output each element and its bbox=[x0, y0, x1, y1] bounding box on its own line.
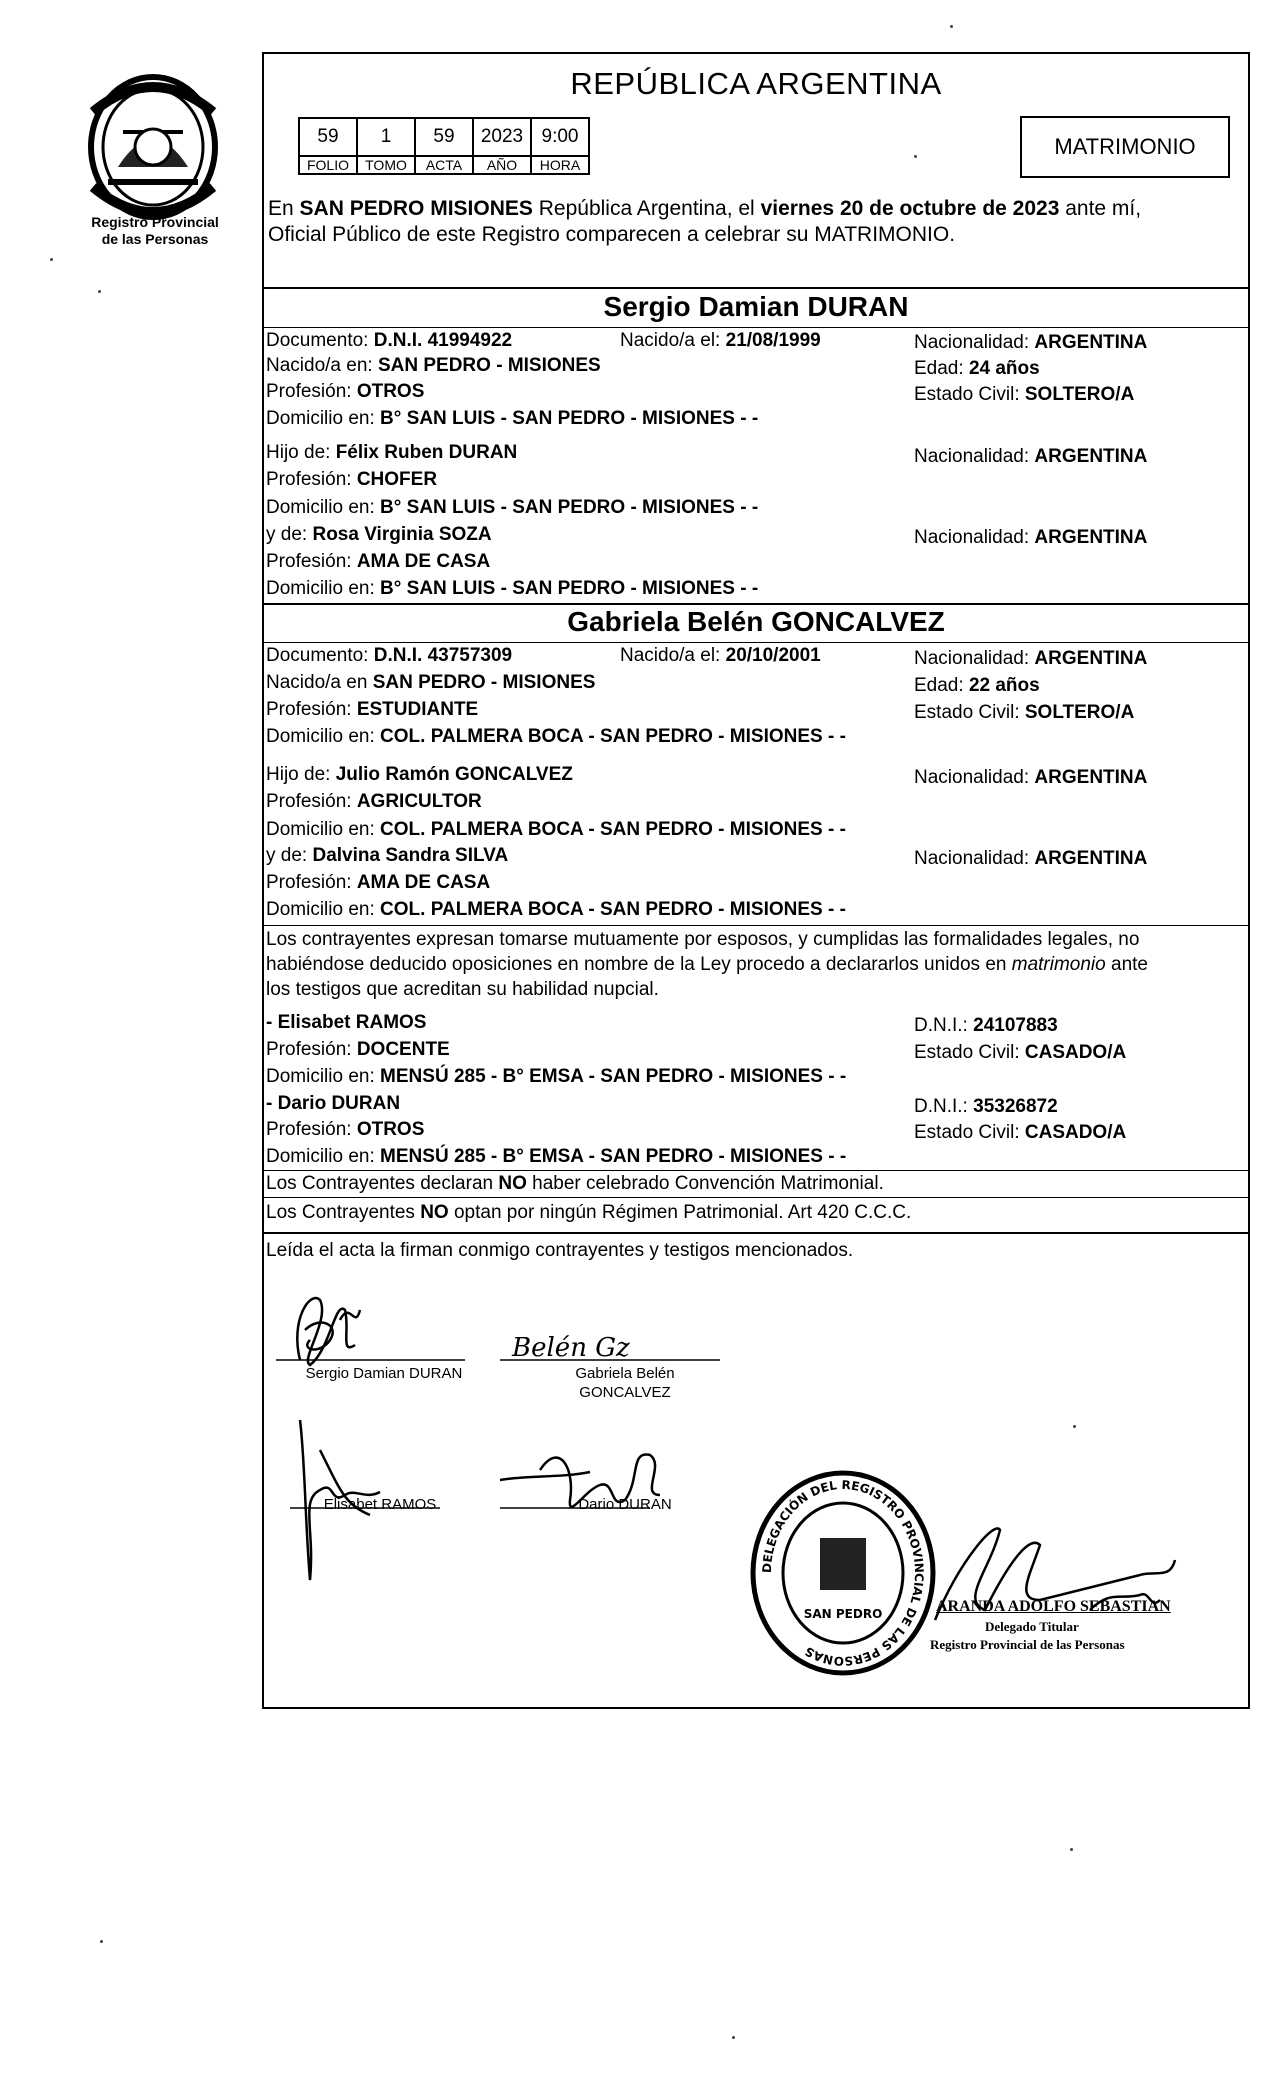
scan-speck bbox=[100, 1940, 103, 1943]
declaration-line2c: ante bbox=[1105, 954, 1148, 975]
value: SOLTERO/A bbox=[1024, 384, 1135, 405]
value: B° SAN LUIS - SAN PEDRO - MISIONES - - bbox=[380, 497, 759, 518]
label: Nacionalidad: bbox=[914, 648, 1035, 669]
value: Rosa Virginia SOZA bbox=[312, 524, 492, 545]
scan-speck bbox=[50, 258, 53, 261]
label: Profesión: bbox=[266, 872, 357, 893]
office-seal-ring-textpath: DELEGACIÓN DEL REGISTRO PROVINCIAL DE LAS PERSONAS bbox=[759, 1477, 927, 1669]
scan-speck bbox=[1073, 1425, 1076, 1428]
scan-speck bbox=[732, 2036, 735, 2039]
spouse2-name: Gabriela Belén GONCALVEZ bbox=[567, 606, 945, 637]
label: y de: bbox=[266, 845, 313, 866]
label: Nacido/a en bbox=[266, 672, 373, 693]
intro-date: viernes 20 de octubre de 2023 bbox=[760, 197, 1060, 220]
value: 35326872 bbox=[973, 1096, 1058, 1117]
declaration-line2a: habiéndose deducido oposiciones en nombre de la Ley procedo a declararlos unidos en bbox=[266, 954, 1012, 975]
hora-value: 9:00 bbox=[531, 118, 589, 156]
intro-part1: En bbox=[268, 197, 300, 220]
bride-handwriting: Belén Gz bbox=[512, 1333, 630, 1363]
value: 21/08/1999 bbox=[725, 330, 821, 351]
label: Estado Civil: bbox=[914, 384, 1025, 405]
value: COL. PALMERA BOCA - SAN PEDRO - MISIONES - - bbox=[380, 726, 846, 747]
signature-caption-3: Elisabet RAMOS bbox=[323, 1496, 437, 1513]
value: ARGENTINA bbox=[1034, 648, 1148, 669]
intro-line2: Oficial Público de este Registro comparecen a celebrar su MATRIMONIO. bbox=[268, 223, 956, 246]
label: Hijo de: bbox=[266, 764, 336, 785]
value: MENSÚ 285 - B° EMSA - SAN PEDRO - MISIONES - - bbox=[380, 1146, 847, 1167]
country-title: REPÚBLICA ARGENTINA bbox=[570, 66, 942, 101]
tomo-value: 1 bbox=[357, 118, 415, 156]
folio-label: FOLIO bbox=[299, 156, 357, 174]
label: Profesión: bbox=[266, 699, 357, 720]
label: Nacionalidad: bbox=[914, 767, 1035, 788]
label: Documento: bbox=[266, 645, 374, 666]
declaration-line1: Los contrayentes expresan tomarse mutuamente por esposos, y cumplidas las formalidades legales, no bbox=[266, 929, 1140, 950]
label: Estado Civil: bbox=[914, 1042, 1025, 1063]
value: 24 años bbox=[968, 358, 1040, 379]
scan-speck bbox=[98, 290, 101, 293]
label: Profesión: bbox=[266, 469, 357, 490]
signature-sergio bbox=[297, 1298, 360, 1365]
value: ARGENTINA bbox=[1034, 767, 1148, 788]
label: y de: bbox=[266, 524, 313, 545]
label: D.N.I.: bbox=[914, 1096, 974, 1117]
value: OTROS bbox=[356, 1119, 425, 1140]
agreement1-part-a: Los Contrayentes declaran bbox=[266, 1173, 499, 1194]
label: Nacionalidad: bbox=[914, 848, 1035, 869]
anio-value: 2023 bbox=[473, 118, 531, 156]
witness1-name: - Elisabet RAMOS bbox=[266, 1012, 427, 1033]
value: ARGENTINA bbox=[1034, 527, 1148, 548]
signature-caption-1: Sergio Damian DURAN bbox=[305, 1365, 463, 1382]
value: AGRICULTOR bbox=[356, 791, 482, 812]
signature-caption-2 bbox=[545, 1364, 705, 1402]
value: Félix Ruben DURAN bbox=[335, 442, 518, 463]
label: Domicilio en: bbox=[266, 408, 381, 429]
value: D.N.I. 43757309 bbox=[373, 645, 513, 666]
signature-caption-2b: GONCALVEZ bbox=[579, 1384, 671, 1401]
folio-value: 59 bbox=[299, 118, 357, 156]
label: Domicilio en: bbox=[266, 819, 381, 840]
intro-part3: ante mí, bbox=[1059, 197, 1142, 220]
label: Domicilio en: bbox=[266, 899, 381, 920]
label: Nacionalidad: bbox=[914, 527, 1035, 548]
label: Estado Civil: bbox=[914, 1122, 1025, 1143]
value: DOCENTE bbox=[356, 1039, 450, 1060]
label: Nacido/a el: bbox=[620, 330, 726, 351]
value: OTROS bbox=[356, 381, 425, 402]
label: Domicilio en: bbox=[266, 1146, 381, 1167]
value: 24107883 bbox=[973, 1015, 1058, 1036]
label: Profesión: bbox=[266, 791, 357, 812]
official-stamp-title: Delegado Titular bbox=[985, 1619, 1079, 1634]
label: Domicilio en: bbox=[266, 497, 381, 518]
value: Julio Ramón GONCALVEZ bbox=[335, 764, 573, 785]
value: 20/10/2001 bbox=[725, 645, 821, 666]
label: Domicilio en: bbox=[266, 726, 381, 747]
office-seal-icon bbox=[748, 1468, 938, 1678]
anio-label: AÑO bbox=[473, 156, 531, 174]
value: MENSÚ 285 - B° EMSA - SAN PEDRO - MISIONES - - bbox=[380, 1066, 847, 1087]
record-type-box: MATRIMONIO bbox=[1020, 116, 1230, 178]
value: 22 años bbox=[968, 675, 1040, 696]
value: ARGENTINA bbox=[1034, 848, 1148, 869]
value: CHOFER bbox=[356, 469, 438, 490]
label: D.N.I.: bbox=[914, 1015, 974, 1036]
label: Nacionalidad: bbox=[914, 332, 1035, 353]
value: D.N.I. 41994922 bbox=[373, 330, 513, 351]
value: ARGENTINA bbox=[1034, 446, 1148, 467]
value: AMA DE CASA bbox=[356, 551, 491, 572]
value: Dalvina Sandra SILVA bbox=[312, 845, 509, 866]
value: B° SAN LUIS - SAN PEDRO - MISIONES - - bbox=[380, 408, 759, 429]
value: ESTUDIANTE bbox=[356, 699, 479, 720]
label: Edad: bbox=[914, 358, 969, 379]
label: Profesión: bbox=[266, 381, 357, 402]
value: SAN PEDRO - MISIONES bbox=[377, 355, 601, 376]
label: Estado Civil: bbox=[914, 702, 1025, 723]
tomo-label: TOMO bbox=[357, 156, 415, 174]
signature-gabriela bbox=[511, 1333, 630, 1363]
value: COL. PALMERA BOCA - SAN PEDRO - MISIONES - - bbox=[380, 899, 846, 920]
scan-speck bbox=[914, 155, 917, 158]
agreement2-part-c: optan por ningún Régimen Patrimonial. Art 420 C.C.C. bbox=[448, 1202, 912, 1223]
signature-caption-2a: Gabriela Belén bbox=[575, 1365, 675, 1382]
spouse1-name: Sergio Damian DURAN bbox=[603, 291, 909, 322]
label: Domicilio en: bbox=[266, 578, 381, 599]
label: Profesión: bbox=[266, 1039, 357, 1060]
value: CASADO/A bbox=[1024, 1042, 1127, 1063]
declaration-line2b: matrimonio bbox=[1011, 954, 1106, 975]
label: Documento: bbox=[266, 330, 374, 351]
hora-label: HORA bbox=[531, 156, 589, 174]
label: Edad: bbox=[914, 675, 969, 696]
agreement1-part-c: haber celebrado Convención Matrimonial. bbox=[526, 1173, 884, 1194]
label: Hijo de: bbox=[266, 442, 336, 463]
signature-caption-4: Dario DURAN bbox=[578, 1496, 672, 1513]
acta-value: 59 bbox=[415, 118, 473, 156]
official-stamp-name: ARANDA ADOLFO SEBASTIAN bbox=[936, 1598, 1171, 1615]
value: CASADO/A bbox=[1024, 1122, 1127, 1143]
label: Profesión: bbox=[266, 1119, 357, 1140]
scan-speck bbox=[950, 25, 953, 28]
value: SOLTERO/A bbox=[1024, 702, 1135, 723]
agreement2-part-b: NO bbox=[420, 1202, 449, 1223]
value: COL. PALMERA BOCA - SAN PEDRO - MISIONES - - bbox=[380, 819, 846, 840]
label: Profesión: bbox=[266, 551, 357, 572]
witness2-name: - Dario DURAN bbox=[266, 1093, 401, 1114]
agreement1-part-b: NO bbox=[498, 1173, 527, 1194]
label: Nacionalidad: bbox=[914, 446, 1035, 467]
intro-part2: República Argentina, el bbox=[532, 197, 761, 220]
value: SAN PEDRO - MISIONES bbox=[372, 672, 596, 693]
acta-label: ACTA bbox=[415, 156, 473, 174]
value: B° SAN LUIS - SAN PEDRO - MISIONES - - bbox=[380, 578, 759, 599]
registry-caption-line1: Registro Provincial bbox=[91, 214, 219, 230]
closing-text: Leída el acta la firman conmigo contrayentes y testigos mencionados. bbox=[266, 1240, 854, 1261]
value: AMA DE CASA bbox=[356, 872, 491, 893]
official-stamp-registry: Registro Provincial de las Personas bbox=[930, 1637, 1125, 1652]
intro-place: SAN PEDRO MISIONES bbox=[299, 197, 533, 220]
label: Domicilio en: bbox=[266, 1066, 381, 1087]
agreement2-part-a: Los Contrayentes bbox=[266, 1202, 421, 1223]
scan-speck bbox=[1070, 1848, 1073, 1851]
declaration-line3: los testigos que acreditan su habilidad nupcial. bbox=[266, 979, 659, 1000]
label: Nacido/a el: bbox=[620, 645, 726, 666]
value: ARGENTINA bbox=[1034, 332, 1148, 353]
registry-caption-line2: de las Personas bbox=[101, 231, 209, 247]
office-seal-inner-text: SAN PEDRO bbox=[803, 1607, 883, 1621]
label: Nacido/a en: bbox=[266, 355, 378, 376]
